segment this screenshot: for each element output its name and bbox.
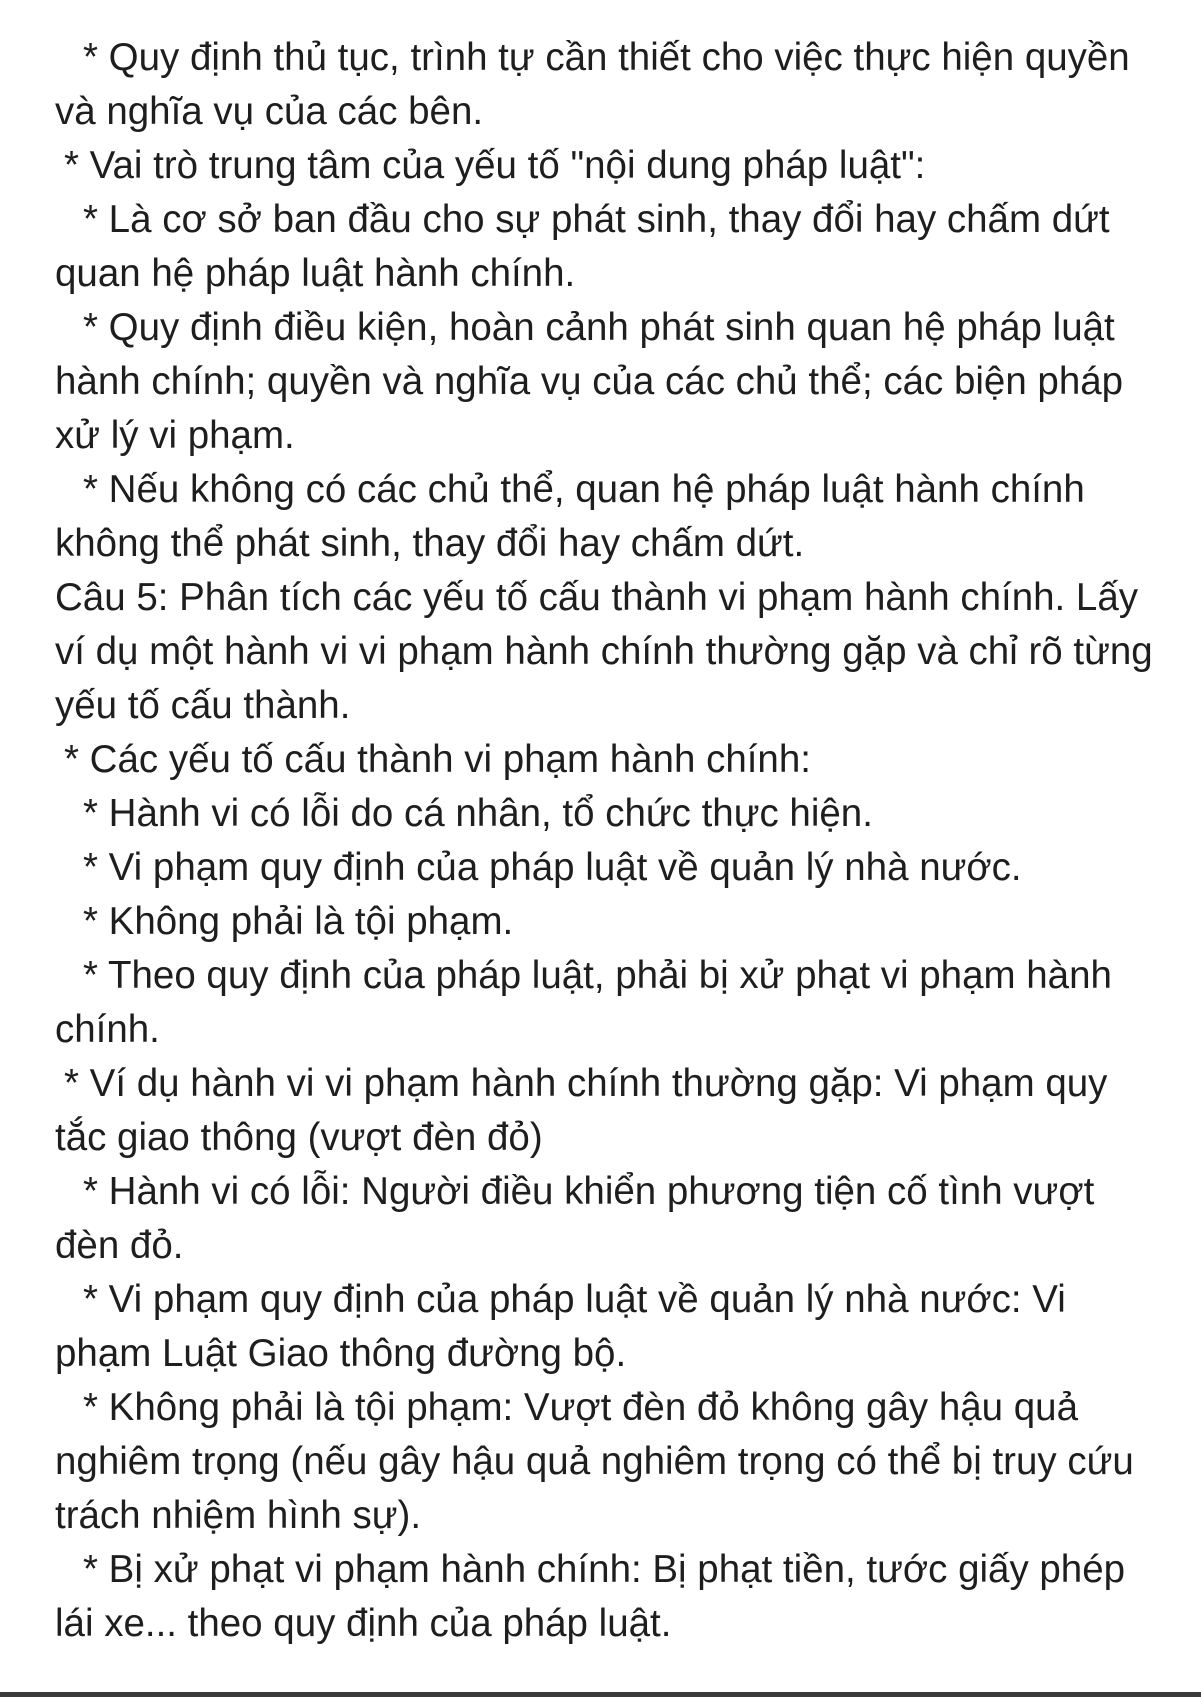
- paragraph-example-not-crime: * Không phải là tội phạm: Vượt đèn đỏ không gây hậu quả nghiêm trọng (nếu gây hậu quả nghiêm trọng có thể bị truy cứu trách nhiệm hình sự).: [55, 1386, 1134, 1537]
- paragraph-central-role-heading: * Vai trò trung tâm của yếu tố "nội dung pháp luật":: [64, 144, 926, 187]
- question-5-heading: Câu 5: Phân tích các yếu tố cấu thành vi phạm hành chính. Lấy ví dụ một hành vi vi phạm hành chính thường gặp và chỉ rõ từng yếu tố cấu thành.: [55, 576, 1153, 727]
- document-body: [55, 31, 1165, 1651]
- bottom-divider: [0, 1692, 1201, 1697]
- paragraph-element-penalty: * Theo quy định của pháp luật, phải bị xử phạt vi phạm hành chính.: [55, 954, 1112, 1051]
- paragraph-element-not-crime: * Không phải là tội phạm.: [83, 900, 514, 943]
- paragraph-conditions-rights-duties: * Quy định điều kiện, hoàn cảnh phát sinh quan hệ pháp luật hành chính; quyền và nghĩa vụ của các chủ thể; các biện pháp xử lý vi phạm.: [55, 306, 1124, 457]
- paragraph-procedure-rules: * Quy định thủ tục, trình tự cần thiết cho việc thực hiện quyền và nghĩa vụ của các bên.: [55, 36, 1130, 133]
- paragraph-without-subjects: * Nếu không có các chủ thể, quan hệ pháp luật hành chính không thể phát sinh, thay đổi hay chấm dứt.: [55, 468, 1085, 565]
- paragraph-example-heading: * Ví dụ hành vi vi phạm hành chính thường gặp: Vi phạm quy tắc giao thông (vượt đèn đỏ): [55, 1062, 1108, 1159]
- paragraph-example-violation: * Vi phạm quy định của pháp luật về quản lý nhà nước: Vi phạm Luật Giao thông đường bộ.: [55, 1278, 1066, 1375]
- paragraph-element-fault: * Hành vi có lỗi do cá nhân, tổ chức thực hiện.: [83, 792, 873, 835]
- paragraph-basis-for-relations: * Là cơ sở ban đầu cho sự phát sinh, thay đổi hay chấm dứt quan hệ pháp luật hành chính.: [55, 198, 1110, 295]
- paragraph-element-violation: * Vi phạm quy định của pháp luật về quản lý nhà nước.: [83, 846, 1022, 889]
- paragraph-example-fault: * Hành vi có lỗi: Người điều khiển phương tiện cố tình vượt đèn đỏ.: [55, 1170, 1095, 1267]
- paragraph-example-penalty: * Bị xử phạt vi phạm hành chính: Bị phạt tiền, tước giấy phép lái xe... theo quy định của pháp luật.: [55, 1548, 1126, 1645]
- paragraph-elements-heading: * Các yếu tố cấu thành vi phạm hành chính:: [64, 738, 811, 781]
